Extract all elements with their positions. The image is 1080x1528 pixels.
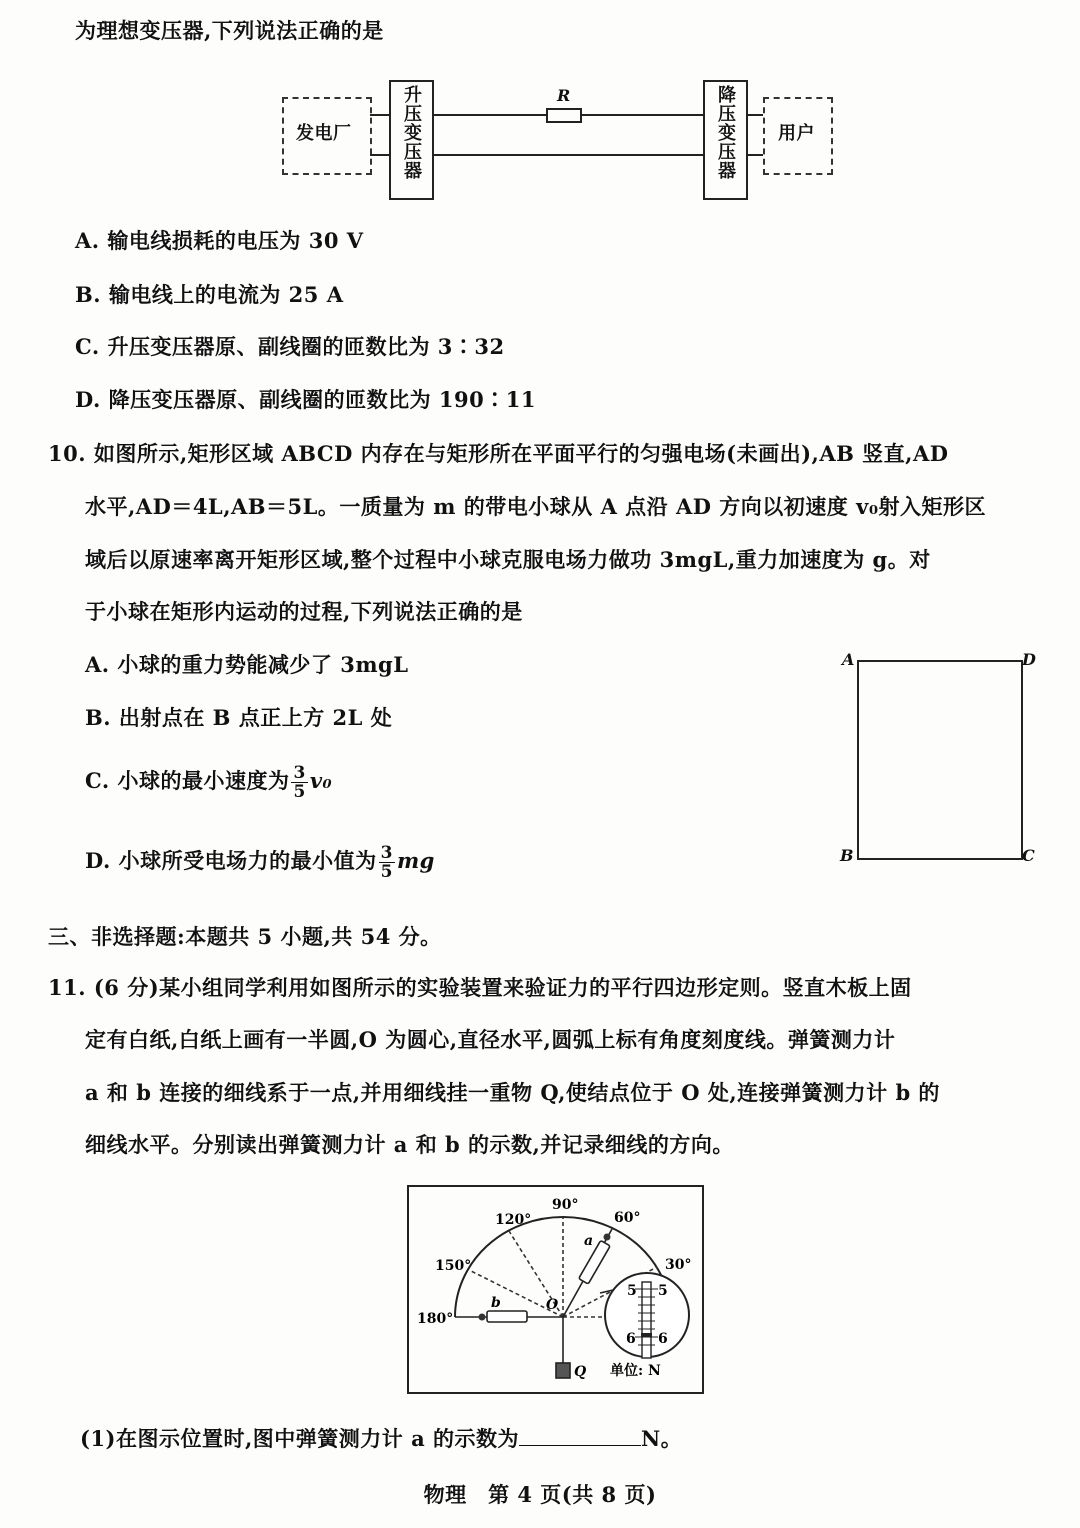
point-a-label: A [842, 650, 855, 669]
q9-option-d: D. 降压变压器原、副线圈的匝数比为 190∶11 [75, 387, 536, 412]
q10-option-d [85, 844, 435, 881]
angle-label-90: 90° [552, 1197, 579, 1213]
q10-option-a: A. 小球的重力势能减少了 3mgL [85, 652, 409, 677]
fraction [291, 764, 307, 801]
numerator: 3 [293, 763, 306, 783]
section-heading: 三、非选择题:本题共 5 小题,共 54 分。 [48, 924, 442, 949]
q9-option-c: C. 升压变压器原、副线圈的匝数比为 3∶32 [75, 334, 505, 359]
scale-label-5: 5 [627, 1283, 637, 1299]
option-text: D. 小球所受电场力的最小值为 [85, 848, 377, 873]
denominator: 5 [380, 862, 393, 882]
angle-label-120: 120° [495, 1212, 532, 1228]
scale-a-label: a [584, 1233, 594, 1249]
scale-label-6: 6 [626, 1331, 636, 1347]
spring-hook-a [604, 1234, 611, 1241]
point-c-label: C [1022, 846, 1035, 865]
q9-intro: 为理想变压器,下列说法正确的是 [75, 18, 384, 43]
point-o-label: O [546, 1297, 559, 1313]
weight-q-label: Q [574, 1364, 587, 1380]
scale-label-6: 6 [658, 1331, 668, 1347]
q11-line: 细线水平。分别读出弹簧测力计 a 和 b 的示数,并记录细线的方向。 [85, 1132, 734, 1157]
question-text: (1)在图示位置时,图中弹簧测力计 a 的示数为 [80, 1426, 520, 1451]
angle-label-30: 30° [665, 1257, 692, 1273]
point-b-label: B [840, 846, 854, 865]
q11-line: a 和 b 连接的细线系于一点,并用细线挂一重物 Q,使结点位于 O 处,连接弹簧测力计 b 的 [85, 1080, 940, 1105]
scale-label-5: 5 [658, 1283, 668, 1299]
unit-text: N。 [641, 1426, 683, 1451]
answer-blank[interactable] [519, 1423, 641, 1446]
scale-b-label: b [491, 1295, 501, 1311]
denominator: 5 [293, 782, 306, 802]
fraction [379, 844, 395, 881]
q10-line: 于小球在矩形内运动的过程,下列说法正确的是 [85, 599, 523, 624]
q10-option-b: B. 出射点在 B 点正上方 2L 处 [85, 705, 393, 730]
force-experiment-figure [407, 1185, 704, 1394]
step-down-label: 降压变压器 [715, 85, 736, 180]
q10-line: 水平,AD＝4L,AB＝5L。一质量为 m 的带电小球从 A 点沿 AD 方向以初速度 v₀射入矩形区 [85, 494, 987, 519]
q10-line: 域后以原速率离开矩形区域,整个过程中小球克服电场力做功 3mgL,重力加速度为 g。对 [85, 547, 931, 572]
numerator: 3 [380, 843, 393, 863]
angle-label-60: 60° [614, 1210, 641, 1226]
step-up-label: 升压变压器 [401, 85, 422, 180]
weight-q [556, 1363, 570, 1378]
q11-line: 11. (6 分)某小组同学利用如图所示的实验装置来验证力的平行四边形定则。竖直木板上固 [48, 975, 912, 1000]
option-suffix: mg [396, 848, 435, 873]
resistor-label: R [557, 86, 571, 105]
q9-option-b: B. 输电线上的电流为 25 A [75, 282, 344, 307]
plant-label: 发电厂 [296, 123, 352, 144]
angle-label-150: 150° [435, 1258, 472, 1274]
q9-option-a: A. 输电线损耗的电压为 30 V [75, 228, 364, 253]
option-text: C. 小球的最小速度为 [85, 768, 290, 793]
q10-line: 10. 如图所示,矩形区域 ABCD 内存在与矩形所在平面平行的匀强电场(未画出),AB 竖直,AD [48, 441, 949, 466]
spring-hook-b [479, 1314, 486, 1321]
user-label: 用户 [778, 123, 815, 144]
spring-scale-b [487, 1311, 527, 1322]
page-footer: 物理 第 4 页(共 8 页) [423, 1482, 657, 1507]
point-d-label: D [1022, 650, 1036, 669]
unit-label: 单位: N [610, 1363, 661, 1379]
q10-option-c [85, 764, 332, 801]
q11-line: 定有白纸,白纸上画有一半圆,O 为圆心,直径水平,圆弧上标有角度刻度线。弹簧测力计 [85, 1027, 896, 1052]
q11-sub1 [80, 1423, 682, 1453]
option-suffix: v₀ [309, 768, 333, 793]
angle-label-180: 180° [417, 1311, 454, 1327]
resistor [546, 108, 582, 123]
